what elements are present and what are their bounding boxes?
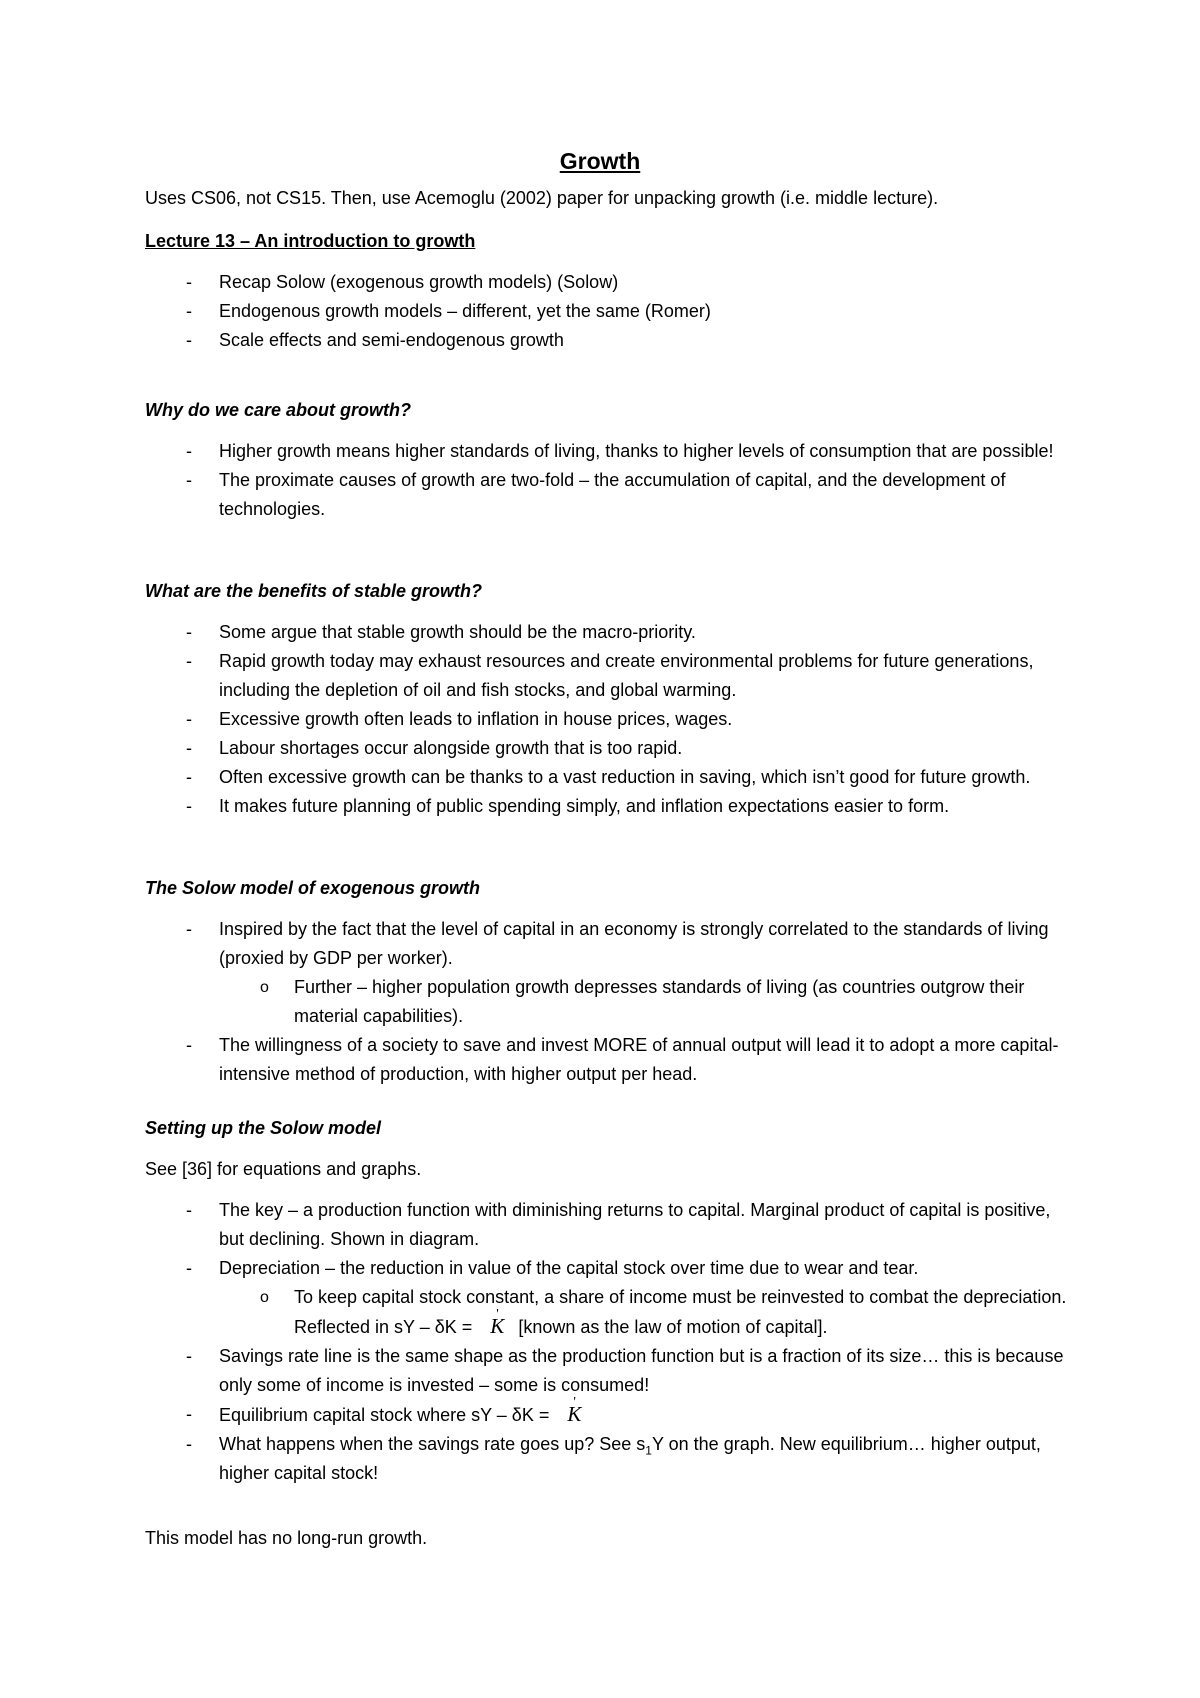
sub-list xyxy=(219,1283,1075,1342)
list-item: - Excessive growth often leads to inflation in house prices, wages. xyxy=(186,709,733,729)
solow-list xyxy=(145,915,1075,1089)
solow-section xyxy=(145,874,1075,1089)
sub-list xyxy=(219,973,1075,1031)
list-item: - Labour shortages occur alongside growth that is too rapid. xyxy=(186,738,683,758)
sub-list-item: o Further – higher population growth depresses standards of living (as countries outgrow their material capabilities). xyxy=(260,977,1025,1026)
list-item: - Endogenous growth models – different, yet the same (Romer) xyxy=(186,301,711,321)
list-item: - The proximate causes of growth are two-fold – the accumulation of capital, and the development of technologies. xyxy=(186,470,1006,519)
list-item: - Some argue that stable growth should be the macro-priority. xyxy=(186,622,696,642)
list-item: - What happens when the savings rate goes up? See $s_1Y$ on the graph. New equilibrium… higher output, higher capital stock! xyxy=(186,1434,1041,1483)
setup-section xyxy=(145,1114,1075,1488)
why-section xyxy=(145,396,1075,524)
list-item: - Savings rate line is the same shape as the production function but is a fraction of its size… this is because only some of income is invested – some is consumed! xyxy=(186,1346,1064,1395)
list-item: - Inspired by the fact that the level of capital in an economy is strongly correlated to the standards of living (proxied by GDP per worker). o Further – higher population growth depresses standards of living (as countries outgrow their material capabilities). xyxy=(145,915,1075,1031)
list-item: - Equilibrium capital stock where sY – δK =' K xyxy=(145,1400,1075,1430)
closing-paragraph xyxy=(145,1524,1075,1553)
k-dot-symbol: ' K xyxy=(567,1400,581,1429)
list-item: - The willingness of a society to save and invest MORE of annual output will lead it to adopt a more capital-intensive method of production, with higher output per head. xyxy=(186,1035,1059,1084)
list-item: - The key – a production function with diminishing returns to capital. Marginal product of capital is positive, but declining. Shown in diagram. xyxy=(186,1200,1051,1249)
benefits-heading: What are the benefits of stable growth? xyxy=(145,581,483,601)
solow-heading: The Solow model of exogenous growth xyxy=(145,878,481,898)
setup-ref: See [36] for equations and graphs. xyxy=(145,1159,422,1179)
list-item: - It makes future planning of public spending simply, and inflation expectations easier to form. xyxy=(186,796,950,816)
k-dot-symbol: ' K xyxy=(490,1312,504,1341)
sub-list-item: o To keep capital stock constant, a share of income must be reinvested to combat the depreciation. Reflected in sY – δK =' K [known as the law of motion of capital]. xyxy=(145,1283,1075,1342)
list-item: - Scale effects and semi-endogenous growth xyxy=(186,330,564,350)
intro-paragraph xyxy=(145,184,1075,213)
benefits-section xyxy=(145,577,1075,821)
intro-text: Uses CS06, not CS15. Then, use Acemoglu (2002) paper for unpacking growth (i.e. middle lecture). xyxy=(145,188,939,208)
lecture-list xyxy=(145,268,1075,355)
why-list xyxy=(145,437,1075,524)
setup-list xyxy=(145,1196,1075,1488)
lecture-section xyxy=(145,227,1075,355)
page-title: Growth xyxy=(559,148,641,174)
benefits-list xyxy=(145,618,1075,821)
list-item: - Often excessive growth can be thanks to a vast reduction in saving, which isn’t good for future growth. xyxy=(186,767,1031,787)
list-item: - Recap Solow (exogenous growth models) (Solow) xyxy=(186,272,619,292)
setup-heading: Setting up the Solow model xyxy=(145,1118,381,1138)
why-heading: Why do we care about growth? xyxy=(145,400,412,420)
list-item: - Higher growth means higher standards of living, thanks to higher levels of consumption that are possible! xyxy=(186,441,1054,461)
closing-text: This model has no long-run growth. xyxy=(145,1528,428,1548)
list-item: - Depreciation – the reduction in value of the capital stock over time due to wear and tear. o To keep capital stock constant, a share of income must be reinvested to combat the depreciation. Reflected in sY – δK =' K [known as the law of motion of capital]. xyxy=(145,1254,1075,1342)
lecture-heading: Lecture 13 – An introduction to growth xyxy=(145,231,476,251)
list-item: - Rapid growth today may exhaust resources and create environmental problems for future generations, including the depletion of oil and fish stocks, and global warming. xyxy=(186,651,1034,700)
